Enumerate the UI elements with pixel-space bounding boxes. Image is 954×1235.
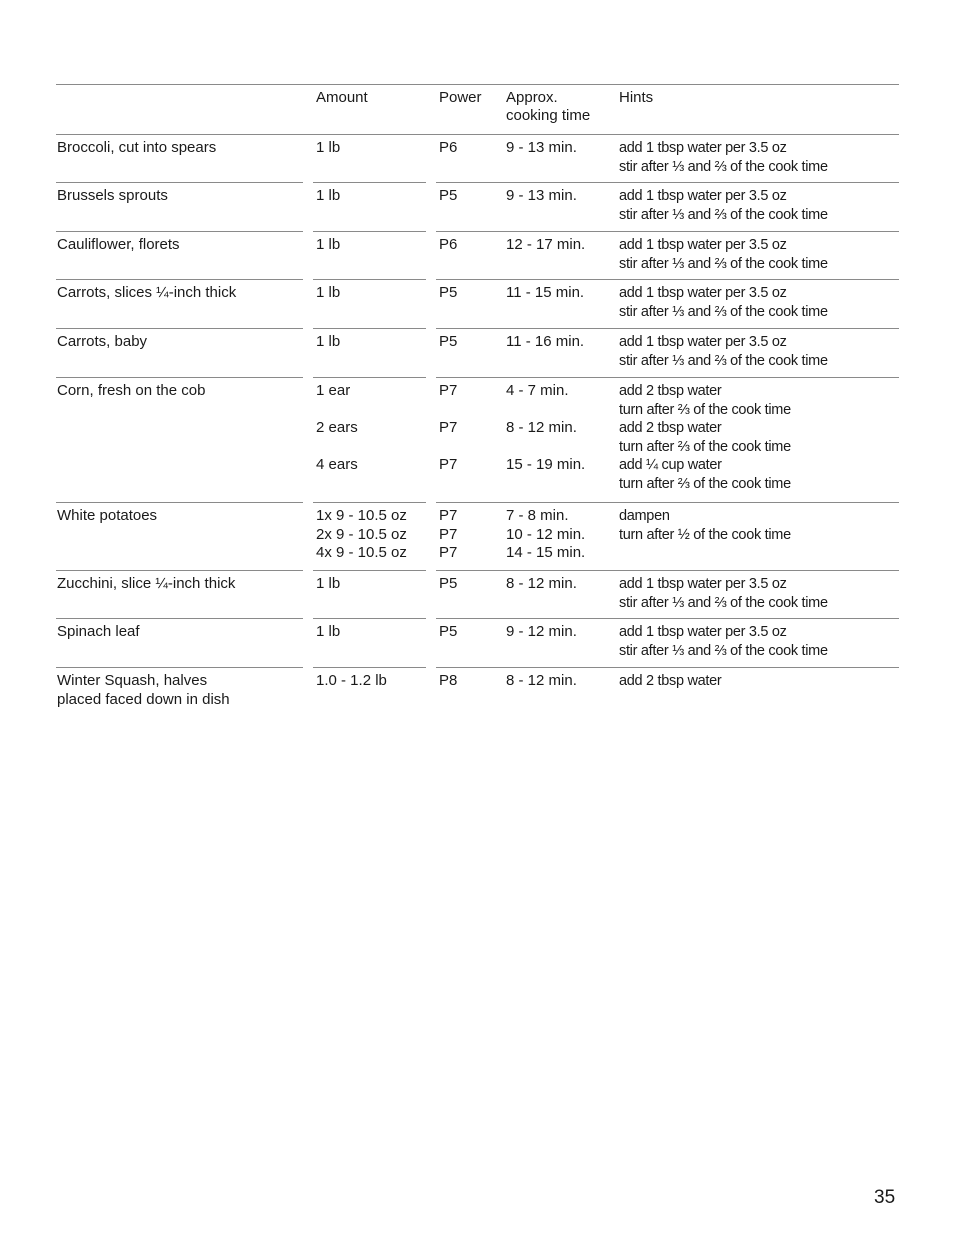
item-name-cell	[57, 575, 235, 594]
row-divider	[313, 502, 426, 503]
amount-text: 1 lb	[316, 236, 341, 253]
item-name-cell	[57, 623, 140, 642]
amount-cell	[316, 382, 358, 494]
hints-cell	[619, 507, 791, 544]
hints-text: stir after ⅓ and ⅔ of the cook time	[619, 158, 828, 175]
amount-text: 1.0 - 1.2 lb	[316, 672, 387, 689]
cooking-time-cell	[506, 187, 577, 206]
amount-cell	[316, 187, 340, 206]
hints-cell	[619, 672, 721, 691]
item-name-cell	[57, 139, 216, 158]
table-top-rule	[56, 84, 899, 85]
amount-cell	[316, 284, 340, 303]
cooking-time-text: 8 - 12 min.	[506, 575, 577, 592]
row-divider	[436, 328, 899, 329]
power-text: P5	[439, 623, 458, 640]
item-name-cell	[57, 333, 147, 352]
hints-cell	[619, 333, 828, 370]
row-divider	[313, 279, 426, 280]
row-divider	[313, 570, 426, 571]
row-divider	[56, 279, 303, 280]
item-name-text: Spinach leaf	[57, 623, 140, 640]
page-number: 35	[874, 1187, 896, 1208]
row-divider	[56, 377, 303, 378]
row-divider	[313, 667, 426, 668]
hints-text: add 1 tbsp water per 3.5 oz	[619, 140, 787, 156]
cooking-time-cell	[506, 333, 584, 352]
cooking-time-text	[506, 475, 585, 494]
amount-cell	[316, 139, 340, 158]
cooking-time-text: 9 - 13 min.	[506, 139, 577, 156]
row-divider	[56, 667, 303, 668]
row-divider	[436, 570, 899, 571]
item-name-text: Broccoli, cut into spears	[57, 139, 217, 156]
cooking-time-cell	[506, 139, 577, 158]
item-name-cell	[57, 672, 230, 709]
power-text	[439, 475, 457, 494]
hints-text: stir after ⅓ and ⅔ of the cook time	[619, 594, 828, 611]
hints-text: add 2 tbsp water	[619, 383, 722, 399]
header-power: Power	[439, 89, 482, 106]
amount-text: 1 lb	[316, 139, 341, 156]
item-name-text: placed faced down in dish	[57, 690, 230, 708]
amount-text: 1x 9 - 10.5 oz	[316, 507, 407, 524]
power-text: P7	[439, 507, 458, 524]
power-text: P5	[439, 333, 458, 350]
cooking-time-cell	[506, 284, 584, 303]
item-name-cell	[57, 507, 157, 526]
power-cell	[439, 507, 457, 563]
table-header	[0, 88, 954, 134]
row-divider	[436, 231, 899, 232]
power-text	[439, 438, 457, 457]
row-divider	[313, 328, 426, 329]
hints-text: turn after ⅔ of the cook time	[619, 438, 791, 455]
cooking-time-text: 12 - 17 min.	[506, 236, 586, 253]
hints-text: add 2 tbsp water	[619, 420, 722, 437]
amount-cell	[316, 575, 340, 594]
row-divider	[313, 231, 426, 232]
header-hints: Hints	[619, 89, 654, 106]
power-text: P6	[439, 236, 458, 253]
amount-text: 1 lb	[316, 575, 341, 592]
power-cell	[439, 575, 457, 594]
power-text: P5	[439, 575, 458, 592]
cooking-time-text: 10 - 12 min.	[506, 525, 586, 543]
item-name-text: Winter Squash, halves	[57, 672, 208, 689]
row-divider	[56, 182, 303, 183]
cooking-time-text: 14 - 15 min.	[506, 544, 586, 562]
cooking-time-text	[506, 401, 585, 420]
cooking-time-text: 4 - 7 min.	[506, 382, 569, 399]
amount-text	[316, 438, 358, 457]
header-amount: Amount	[316, 89, 368, 106]
item-name-text: Carrots, baby	[57, 333, 148, 350]
amount-cell	[316, 623, 340, 642]
hints-text: add 1 tbsp water per 3.5 oz	[619, 188, 787, 204]
power-text: P7	[439, 456, 458, 474]
amount-text: 1 ear	[316, 382, 351, 399]
hints-text: turn after ½ of the cook time	[619, 526, 791, 543]
item-name-cell	[57, 284, 236, 303]
cooking-time-text: 9 - 13 min.	[506, 187, 577, 204]
amount-text: 4x 9 - 10.5 oz	[316, 544, 407, 562]
cooking-time-cell	[506, 672, 577, 691]
power-text: P6	[439, 139, 458, 156]
hints-cell	[619, 284, 828, 321]
hints-text: add 1 tbsp water per 3.5 oz	[619, 334, 787, 350]
row-divider	[56, 328, 303, 329]
cooking-time-text: 9 - 12 min.	[506, 623, 577, 640]
power-text: P5	[439, 187, 458, 204]
cooking-time-text: 7 - 8 min.	[506, 507, 569, 524]
row-divider	[313, 377, 426, 378]
item-name-cell	[57, 187, 168, 206]
power-cell	[439, 333, 457, 352]
cooking-time-text	[506, 438, 585, 457]
hints-text: add 1 tbsp water per 3.5 oz	[619, 285, 787, 301]
item-name-text: White potatoes	[57, 507, 158, 524]
power-text: P7	[439, 382, 458, 399]
amount-text: 2x 9 - 10.5 oz	[316, 525, 407, 543]
amount-text	[316, 475, 358, 494]
item-name-cell	[57, 236, 180, 255]
hints-text: stir after ⅓ and ⅔ of the cook time	[619, 255, 828, 272]
header-time-line2: cooking time	[506, 107, 591, 124]
hints-text: stir after ⅓ and ⅔ of the cook time	[619, 642, 828, 659]
row-divider	[56, 502, 303, 503]
cooking-time-cell	[506, 575, 577, 594]
power-text	[439, 401, 457, 420]
hints-cell	[619, 382, 791, 494]
row-divider	[313, 618, 426, 619]
row-divider	[436, 502, 899, 503]
cooking-time-text: 8 - 12 min.	[506, 672, 577, 689]
hints-cell	[619, 187, 828, 224]
power-cell	[439, 623, 457, 642]
power-text: P7	[439, 419, 458, 437]
hints-text: turn after ⅔ of the cook time	[619, 401, 791, 418]
cooking-time-text: 15 - 19 min.	[506, 456, 586, 474]
row-divider	[436, 377, 899, 378]
amount-text: 1 lb	[316, 187, 341, 204]
item-name-text: Corn, fresh on the cob	[57, 382, 206, 399]
item-name-cell	[57, 382, 205, 401]
item-name-text: Zucchini, slice ¼-inch thick	[57, 575, 236, 592]
hints-cell	[619, 139, 828, 176]
hints-cell	[619, 623, 828, 660]
power-cell	[439, 187, 457, 206]
amount-cell	[316, 333, 340, 352]
hints-text: dampen	[619, 508, 670, 524]
amount-cell	[316, 507, 407, 563]
hints-text: add 2 tbsp water	[619, 673, 722, 689]
hints-text: stir after ⅓ and ⅔ of the cook time	[619, 303, 828, 320]
power-cell	[439, 139, 457, 158]
item-name-text: Carrots, slices ¼-inch thick	[57, 284, 237, 301]
hints-text: stir after ⅓ and ⅔ of the cook time	[619, 206, 828, 223]
row-divider	[56, 570, 303, 571]
amount-cell	[316, 672, 387, 691]
cooking-time-text: 11 - 15 min.	[506, 284, 585, 301]
row-divider	[313, 182, 426, 183]
row-divider	[56, 618, 303, 619]
amount-cell	[316, 236, 340, 255]
cooking-time-cell	[506, 236, 585, 255]
item-name-text: Cauliflower, florets	[57, 236, 180, 253]
amount-text	[316, 401, 358, 420]
power-text: P8	[439, 672, 458, 689]
cooking-time-cell	[506, 507, 585, 563]
hints-cell	[619, 236, 828, 273]
power-cell	[439, 382, 457, 494]
hints-text: add 1 tbsp water per 3.5 oz	[619, 624, 787, 640]
power-cell	[439, 284, 457, 303]
row-divider	[436, 279, 899, 280]
power-text: P7	[439, 525, 458, 543]
power-cell	[439, 236, 457, 255]
row-divider	[436, 667, 899, 668]
header-rule	[56, 134, 899, 135]
row-divider	[436, 618, 899, 619]
hints-cell	[619, 575, 828, 612]
cooking-time-cell	[506, 382, 585, 494]
hints-text: add 1 tbsp water per 3.5 oz	[619, 576, 787, 592]
amount-text: 2 ears	[316, 419, 358, 437]
power-text: P7	[439, 544, 458, 562]
hints-text: add 1 tbsp water per 3.5 oz	[619, 237, 787, 253]
amount-text: 1 lb	[316, 333, 341, 350]
power-text: P5	[439, 284, 458, 301]
row-divider	[436, 182, 899, 183]
cooking-time-cell	[506, 623, 577, 642]
hints-text: stir after ⅓ and ⅔ of the cook time	[619, 352, 828, 369]
power-cell	[439, 672, 457, 691]
hints-text: add ¼ cup water	[619, 457, 722, 474]
cooking-time-text: 8 - 12 min.	[506, 419, 577, 437]
amount-text: 1 lb	[316, 284, 341, 301]
item-name-text: Brussels sprouts	[57, 187, 168, 204]
cooking-time-text: 11 - 16 min.	[506, 333, 585, 350]
amount-text: 1 lb	[316, 623, 341, 640]
row-divider	[56, 231, 303, 232]
header-time	[506, 89, 590, 125]
header-time-line1: Approx.	[506, 89, 558, 106]
amount-text: 4 ears	[316, 456, 358, 474]
hints-text: turn after ⅔ of the cook time	[619, 475, 791, 492]
